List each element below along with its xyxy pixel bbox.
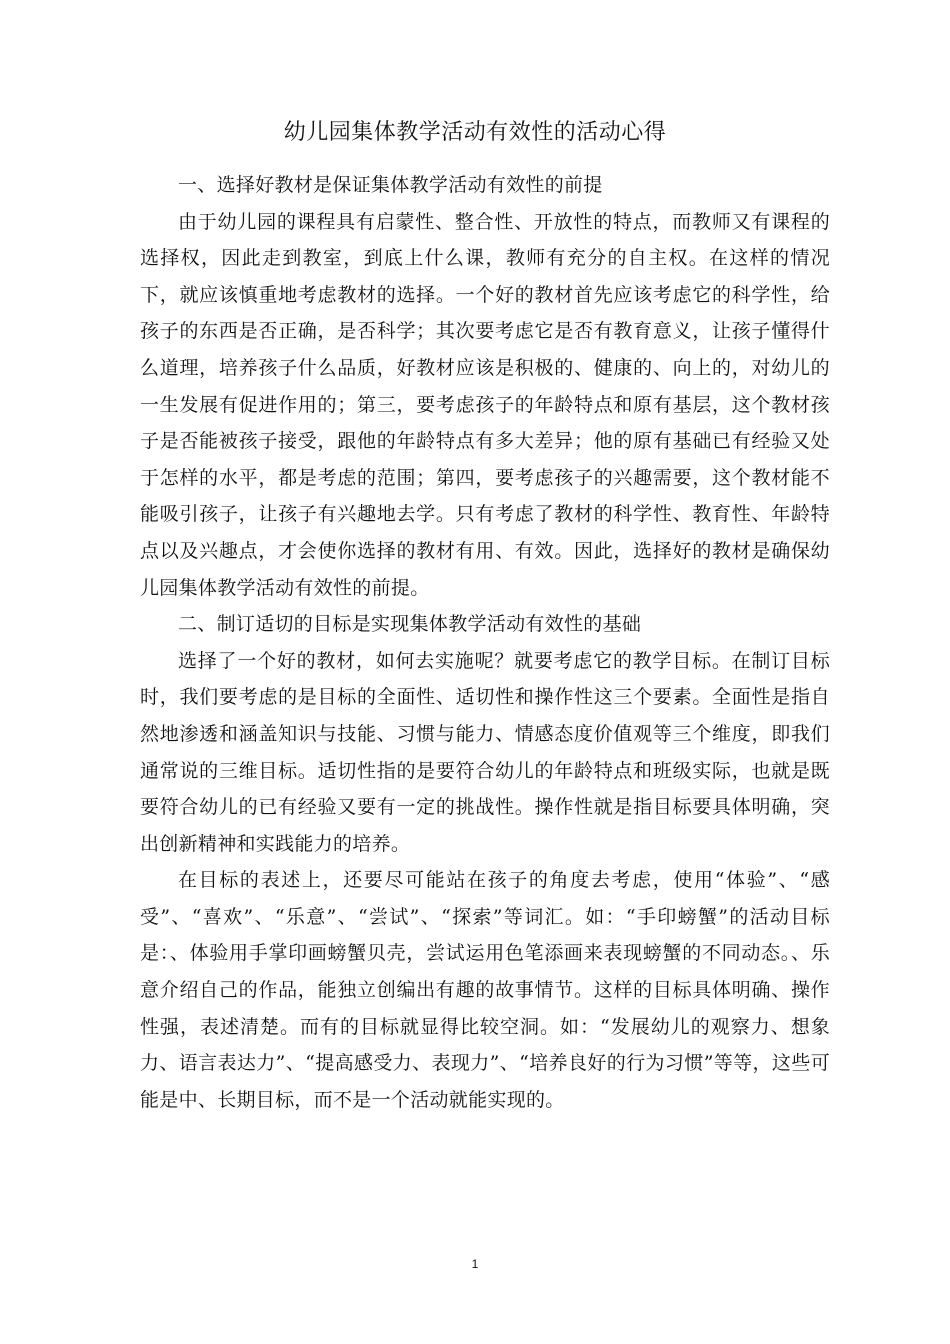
page-number: 1 — [471, 1257, 479, 1271]
body-paragraph-1: 由于幼儿园的课程具有启蒙性、整合性、开放性的特点，而教师又有课程的选择权，因此走到教室，到底上什么课，教师有充分的自主权。在这样的情况下，就应该慎重地考虑教材的选择。一个好的教材首先应该考虑它的科学性，给孩子的东西是否正确，是否科学；其次要考虑它是否有教育意义，让孩子懂得什么道理，培养孩子什么品质，好教材应该是积极的、健康的、向上的，对幼儿的一生发展有促进作用的；第三，要考虑孩子的年龄特点和原有基层，这个教材孩子是否能被孩子接受，跟他的年龄特点有多大差异；他的原有基础已有经验又处于怎样的水平，都是考虑的范围；第四，要考虑孩子的兴趣需要，这个教材能不能吸引孩子，让孩子有兴趣地去学。只有考虑了教材的科学性、教育性、年龄特点以及兴趣点，才会使你选择的教材有用、有效。因此，选择好的教材是确保幼儿园集体教学活动有效性的前提。 — [140, 210, 830, 599]
body-paragraph-3: 在目标的表述上，还要尽可能站在孩子的角度去考虑，使用“体验”、“感受”、“喜欢”、“乐意”、“尝试”、“探索”等词汇。如：“手印螃蟹”的活动目标是：、体验用手掌印画螃蟹贝壳，尝试运用色笔添画来表现螃蟹的不同动态。、乐意介绍自己的作品，能独立创编出有趣的故事情节。这样的目标具体明确、操作性强，表述清楚。而有的目标就显得比较空洞。如：“发展幼儿的观察力、想象力、语言表达力”、“提高感受力、表现力”、“培养良好的行为习惯”等等，这些可能是中、长期目标，而不是一个活动就能实现的。 — [140, 869, 830, 1111]
section-heading-2: 二、制订适切的目标是实现集体教学活动有效性的基础 — [178, 613, 642, 636]
document-title: 幼儿园集体教学活动有效性的活动心得 — [283, 120, 667, 145]
body-paragraph-2: 选择了一个好的教材，如何去实施呢？就要考虑它的教学目标。在制订目标时，我们要考虑的是目标的全面性、适切性和操作性这三个要素。全面性是指自然地渗透和涵盖知识与技能、习惯与能力、情感态度价值观等三个维度，即我们通常说的三维目标。适切性指的是要符合幼儿的年龄特点和班级实际，也就是既要符合幼儿的已有经验又要有一定的挑战性。操作性就是指目标要具体明确，突出创新精神和实践能力的培养。 — [140, 649, 830, 855]
document-body — [140, 167, 830, 1118]
section-heading-1: 一、选择好教材是保证集体教学活动有效性的前提 — [178, 174, 603, 196]
